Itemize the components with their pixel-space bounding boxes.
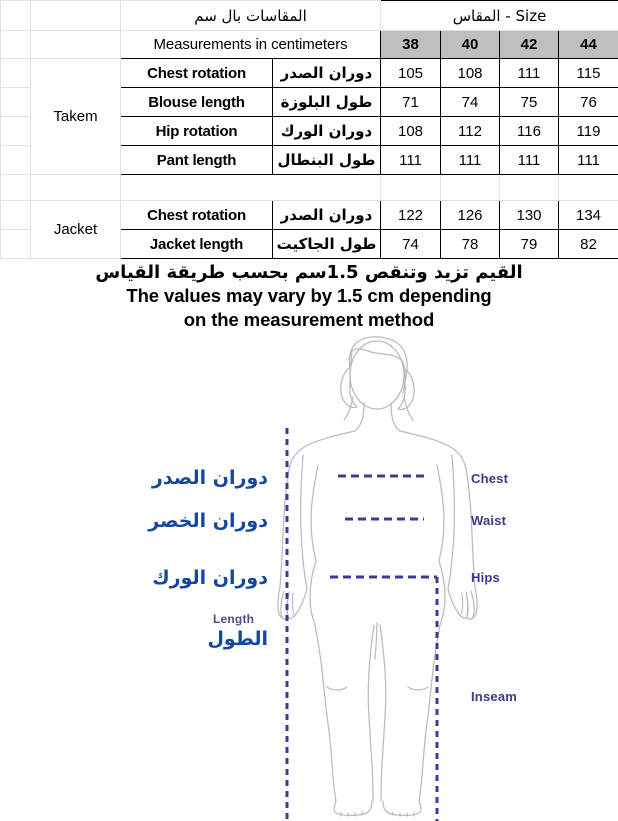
diagram-label-hips-en: Hips xyxy=(471,570,500,585)
cell-value: 108 xyxy=(381,117,441,146)
empty-cell xyxy=(441,175,500,201)
cell-value: 134 xyxy=(559,201,618,230)
table-spacer-row xyxy=(1,175,618,201)
empty-cell xyxy=(500,175,559,201)
cell-value: 108 xyxy=(441,59,500,88)
cell-value: 111 xyxy=(381,146,441,175)
table-header-row-1 xyxy=(1,1,618,31)
body-measurement-diagram xyxy=(0,335,618,821)
measurement-note xyxy=(0,261,618,331)
row-label-en: Hip rotation xyxy=(121,117,273,146)
cell-value: 74 xyxy=(441,88,500,117)
empty-cell xyxy=(1,31,31,59)
cell-value: 111 xyxy=(559,146,618,175)
size-column-header-38: 38 xyxy=(381,31,441,59)
header-arabic-measurements: المقاسات بال سم xyxy=(121,1,381,31)
empty-cell xyxy=(121,175,381,201)
diagram-label-inseam-en: Inseam xyxy=(471,689,518,704)
group-label-takem: Takem xyxy=(31,59,121,175)
empty-cell xyxy=(559,175,618,201)
cell-value: 82 xyxy=(559,230,618,259)
note-arabic: القيم تزيد وتنقص 1.5سم بحسب طريقة القياس xyxy=(95,262,523,283)
cell-value: 71 xyxy=(381,88,441,117)
empty-cell xyxy=(1,59,31,88)
cell-value: 130 xyxy=(500,201,559,230)
size-column-header-42: 42 xyxy=(500,31,559,59)
group-label-jacket: Jacket xyxy=(31,201,121,259)
cell-value: 111 xyxy=(441,146,500,175)
empty-cell xyxy=(1,175,31,201)
size-chart-table-area xyxy=(0,0,618,258)
table-header-row-2 xyxy=(1,31,618,59)
cell-value: 111 xyxy=(500,146,559,175)
table-row xyxy=(1,59,618,88)
row-label-ar: طول البلوزة xyxy=(273,88,381,117)
size-column-header-40: 40 xyxy=(441,31,500,59)
size-chart-table xyxy=(0,0,618,259)
empty-cell xyxy=(31,175,121,201)
header-size: المقاس - Size xyxy=(381,1,618,31)
empty-cell xyxy=(1,88,31,117)
size-column-header-44: 44 xyxy=(559,31,618,59)
empty-cell xyxy=(31,1,121,31)
note-english-line1: The values may vary by 1.5 cm depending xyxy=(126,285,492,307)
diagram-label-chest-ar: دوران الصدر xyxy=(151,467,268,489)
row-label-ar: دوران الصدر xyxy=(273,59,381,88)
cell-value: 119 xyxy=(559,117,618,146)
cell-value: 115 xyxy=(559,59,618,88)
row-label-en: Chest rotation xyxy=(121,59,273,88)
table-row xyxy=(1,201,618,230)
cell-value: 111 xyxy=(500,59,559,88)
diagram-label-hips-ar: دوران الورك xyxy=(152,567,268,589)
empty-cell xyxy=(1,146,31,175)
cell-value: 116 xyxy=(500,117,559,146)
diagram-label-waist-en: Waist xyxy=(471,513,507,528)
empty-cell xyxy=(1,230,31,259)
header-english-measurements: Measurements in centimeters xyxy=(121,31,381,59)
row-label-ar: دوران الصدر xyxy=(273,201,381,230)
cell-value: 74 xyxy=(381,230,441,259)
empty-cell xyxy=(381,175,441,201)
cell-value: 126 xyxy=(441,201,500,230)
empty-cell xyxy=(31,31,121,59)
diagram-label-waist-ar: دوران الخصر xyxy=(148,510,268,532)
cell-value: 122 xyxy=(381,201,441,230)
row-label-en: Jacket length xyxy=(121,230,273,259)
row-label-en: Pant length xyxy=(121,146,273,175)
cell-value: 78 xyxy=(441,230,500,259)
figure-svg xyxy=(0,335,618,821)
row-label-ar: دوران الورك xyxy=(273,117,381,146)
female-body-outline-icon xyxy=(278,337,477,816)
empty-cell xyxy=(1,117,31,146)
row-label-en: Blouse length xyxy=(121,88,273,117)
empty-cell xyxy=(1,201,31,230)
empty-cell xyxy=(1,1,31,31)
row-label-ar: طول البنطال xyxy=(273,146,381,175)
cell-value: 75 xyxy=(500,88,559,117)
note-english-line2: on the measurement method xyxy=(183,308,435,330)
cell-value: 76 xyxy=(559,88,618,117)
diagram-label-length-en: Length xyxy=(213,612,255,626)
cell-value: 105 xyxy=(381,59,441,88)
row-label-en: Chest rotation xyxy=(121,201,273,230)
cell-value: 112 xyxy=(441,117,500,146)
diagram-label-chest-en: Chest xyxy=(471,471,509,486)
diagram-label-length-ar: الطول xyxy=(207,628,268,650)
cell-value: 79 xyxy=(500,230,559,259)
row-label-ar: طول الجاكيت xyxy=(273,230,381,259)
